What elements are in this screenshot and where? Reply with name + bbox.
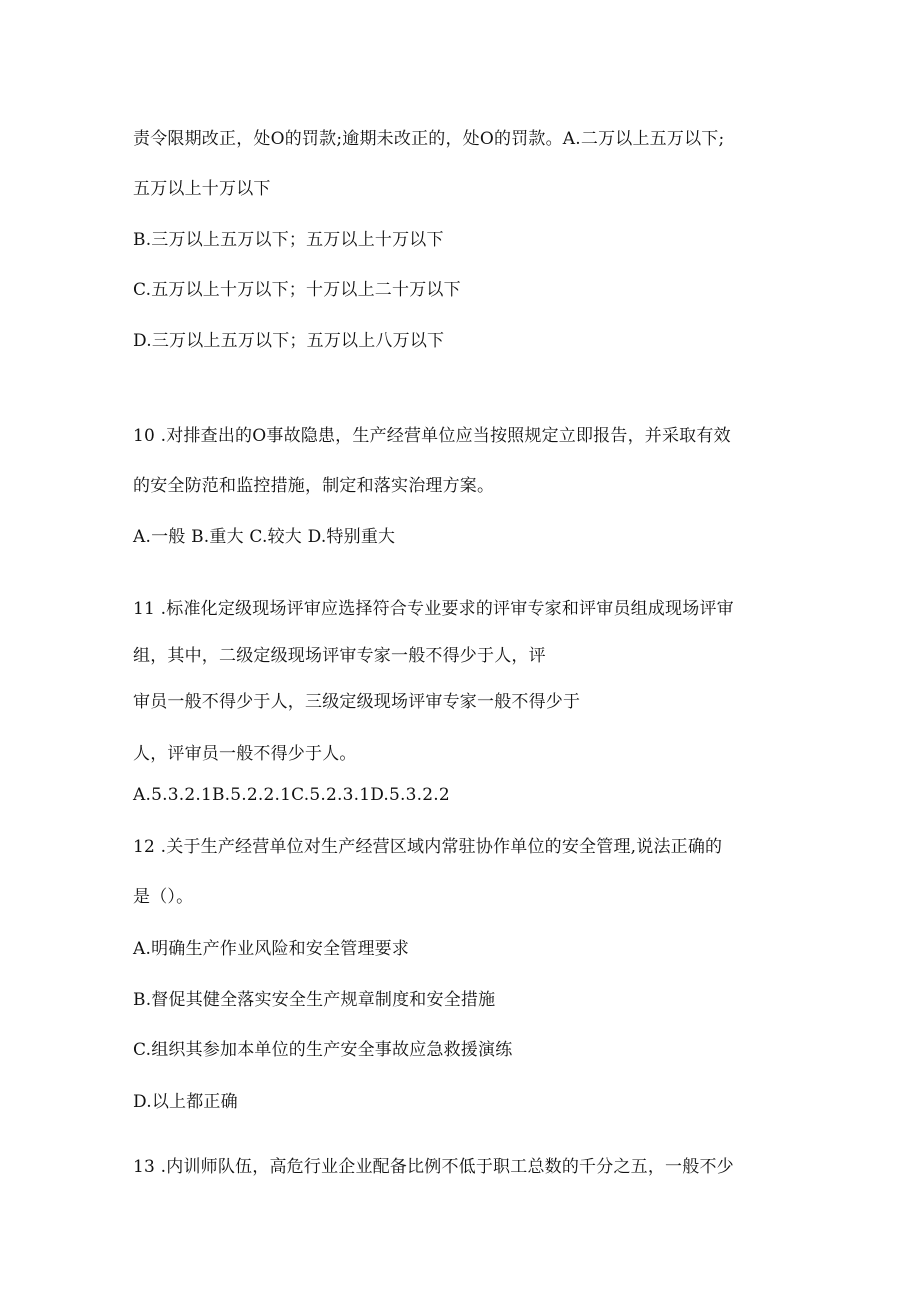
question-10-stem-line-1: 10 .对排查出的O事故隐患，生产经营单位应当按照规定立即报告，并采取有效 [133,426,731,446]
question-12-option-a: A.明确生产作业风险和安全管理要求 [133,939,410,959]
question-9-stem-line-1: 责令限期改正，处O的罚款;逾期未改正的，处O的罚款。A.二万以上五万以下; [133,129,725,149]
question-9-option-a-line-2: 五万以上十万以下 [133,179,271,199]
question-11-stem-line-2: 组，其中，二级定级现场评审专家一般不得少于人，评 [133,646,546,666]
question-13-stem-line-1: 13 .内训师队伍，高危行业企业配备比例不低于职工总数的千分之五，一般不少 [133,1157,734,1177]
question-11-stem-line-3: 审员一般不得少于人，三级定级现场评审专家一般不得少于 [133,692,581,712]
question-12-option-b: B.督促其健全落实安全生产规章制度和安全措施 [133,990,496,1010]
question-9-option-c: C.五万以上十万以下；十万以上二十万以下 [133,280,461,300]
question-12-option-c: C.组织其参加本单位的生产安全事故应急救援演练 [133,1040,513,1060]
question-10-stem-line-2: 的安全防范和监控措施，制定和落实治理方案。 [133,476,495,496]
question-12-option-d: D.以上都正确 [133,1092,238,1112]
question-11-options: A.5.3.2.1B.5.2.2.1C.5.2.3.1D.5.3.2.2 [133,785,450,805]
question-11-stem-line-4: 人，评审员一般不得少于人。 [133,744,357,764]
question-12-stem-line-2: 是（）。 [133,887,194,907]
question-9-option-b: B.三万以上五万以下；五万以上十万以下 [133,230,444,250]
question-11-stem-line-1: 11 .标准化定级现场评审应选择符合专业要求的评审专家和评审员组成现场评审 [133,599,734,619]
question-12-stem-line-1: 12 .关于生产经营单位对生产经营区域内常驻协作单位的安全管理,说法正确的 [133,837,723,857]
question-9-option-d: D.三万以上五万以下；五万以上八万以下 [133,331,445,351]
question-10-options: A.一般 B.重大 C.较大 D.特别重大 [133,527,396,547]
